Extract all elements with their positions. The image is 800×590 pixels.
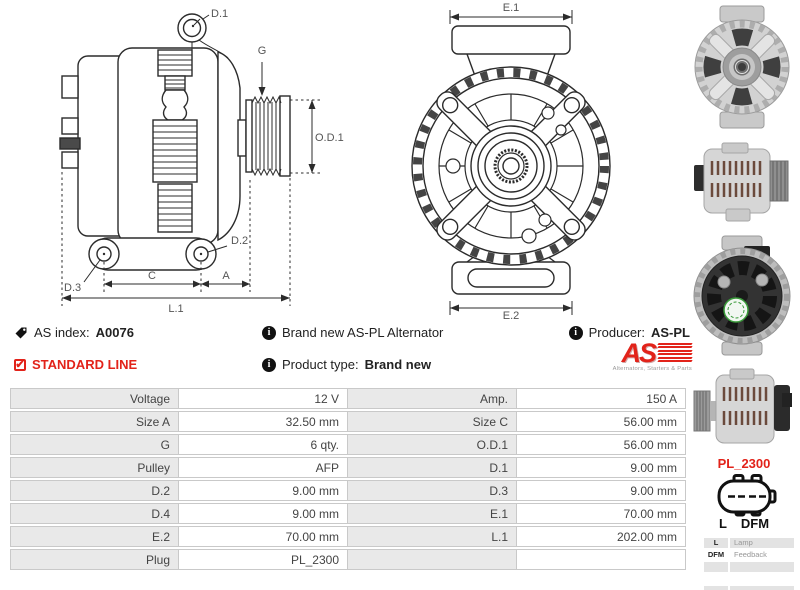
dim-label-d1: D.1 — [211, 8, 229, 20]
standard-line — [14, 357, 137, 372]
spec-label: Voltage — [10, 388, 179, 409]
spec-label: D.4 — [10, 503, 179, 524]
side-view-diagram — [0, 0, 345, 320]
product-type-label: Product type: — [282, 357, 359, 372]
dim-label-od1: O.D.1 — [315, 132, 344, 144]
as-pl-logo-text: AS — [621, 338, 655, 368]
table-row — [10, 526, 686, 547]
legend-key: DFM — [704, 550, 728, 560]
legend-key — [704, 574, 728, 584]
brand-new-label: Brand new AS-PL Alternator — [282, 325, 444, 340]
spec-label: Size C — [348, 411, 517, 432]
front-view-diagram — [395, 0, 685, 320]
spec-value: PL_2300 — [179, 549, 348, 570]
table-row — [10, 503, 686, 524]
spec-label: Pulley — [10, 457, 179, 478]
legend-value — [730, 562, 794, 572]
table-row — [10, 411, 686, 432]
table-row — [10, 457, 686, 478]
front-view-drawing — [395, 0, 685, 320]
spec-value: 70.00 mm — [179, 526, 348, 547]
spec-value: 9.00 mm — [179, 480, 348, 501]
as-index-label: AS index: — [34, 325, 90, 340]
spec-label: D.3 — [348, 480, 517, 501]
spec-value — [517, 549, 686, 570]
product-type-value: Brand new — [364, 357, 432, 372]
standard-line-label: STANDARD LINE — [32, 357, 138, 372]
spec-value: AFP — [179, 457, 348, 478]
legend-value — [730, 574, 794, 584]
spec-label: Size A — [10, 411, 179, 432]
spec-label: Plug — [10, 549, 179, 570]
legend-key: L — [704, 538, 728, 548]
spec-value: 9.00 mm — [179, 503, 348, 524]
product-photo-side-left — [692, 363, 792, 455]
spec-value: 9.00 mm — [517, 480, 686, 501]
as-pl-logo-stripes — [658, 343, 692, 366]
plug-pin-dfm: DFM — [740, 516, 770, 531]
spec-label: G — [10, 434, 179, 455]
spec-value: 6 qty. — [179, 434, 348, 455]
table-row — [10, 388, 686, 409]
dim-label-g: G — [257, 45, 267, 57]
plug-name: PL_2300 — [717, 456, 771, 471]
product-photo-rear — [692, 232, 792, 358]
dim-label-d2: D.2 — [231, 235, 249, 247]
info-icon: i — [262, 358, 276, 372]
checkbox-icon: ✔ — [15, 358, 25, 371]
product-photo-front — [692, 4, 792, 130]
plug-pin-l: L — [718, 516, 727, 531]
producer-line — [520, 325, 690, 340]
table-row — [10, 434, 686, 455]
info-icon: i — [262, 326, 276, 340]
legend-key — [704, 586, 728, 590]
producer-label: Producer: — [588, 325, 645, 340]
info-icon: i — [569, 326, 583, 340]
spec-label: D.1 — [348, 457, 517, 478]
spec-value: 56.00 mm — [517, 434, 686, 455]
plug-pin-labels — [690, 516, 798, 531]
producer-value: AS-PL — [651, 325, 690, 340]
pin-legend-table — [704, 538, 796, 590]
spec-table — [10, 386, 686, 572]
as-pl-logo-tagline: Alternators, Starters & Parts — [612, 366, 692, 372]
dim-label-d3: D.3 — [64, 282, 82, 294]
dim-label-l1: L.1 — [168, 303, 184, 315]
product-type-line — [262, 357, 431, 372]
spec-value: 9.00 mm — [517, 457, 686, 478]
side-view-drawing — [0, 0, 345, 320]
as-index-line — [14, 325, 134, 340]
as-index-value: A0076 — [95, 325, 134, 340]
product-photos — [688, 4, 796, 455]
dim-label-c: C — [148, 270, 156, 282]
table-row — [10, 549, 686, 570]
spec-label — [348, 549, 517, 570]
product-photo-side-right — [692, 135, 792, 227]
spec-label: Amp. — [348, 388, 517, 409]
spec-value: 70.00 mm — [517, 503, 686, 524]
spec-value: 202.00 mm — [517, 526, 686, 547]
brand-new-line — [262, 325, 443, 340]
legend-value — [730, 586, 794, 590]
dim-label-e2: E.2 — [502, 310, 520, 320]
spec-value: 150 A — [517, 388, 686, 409]
spec-label: L.1 — [348, 526, 517, 547]
spec-value: 32.50 mm — [179, 411, 348, 432]
dim-label-e1: E.1 — [502, 2, 520, 14]
plug-connector-drawing — [712, 473, 778, 517]
spec-label: D.2 — [10, 480, 179, 501]
tag-icon — [14, 326, 28, 340]
spec-value: 12 V — [179, 388, 348, 409]
legend-key — [704, 562, 728, 572]
table-row — [10, 480, 686, 501]
spec-label: E.2 — [10, 526, 179, 547]
legend-value: Lamp — [730, 538, 794, 548]
as-pl-logo — [608, 338, 692, 372]
spec-label: O.D.1 — [348, 434, 517, 455]
spec-label: E.1 — [348, 503, 517, 524]
legend-value: Feedback — [730, 550, 794, 560]
dim-label-a: A — [222, 270, 230, 282]
spec-value: 56.00 mm — [517, 411, 686, 432]
